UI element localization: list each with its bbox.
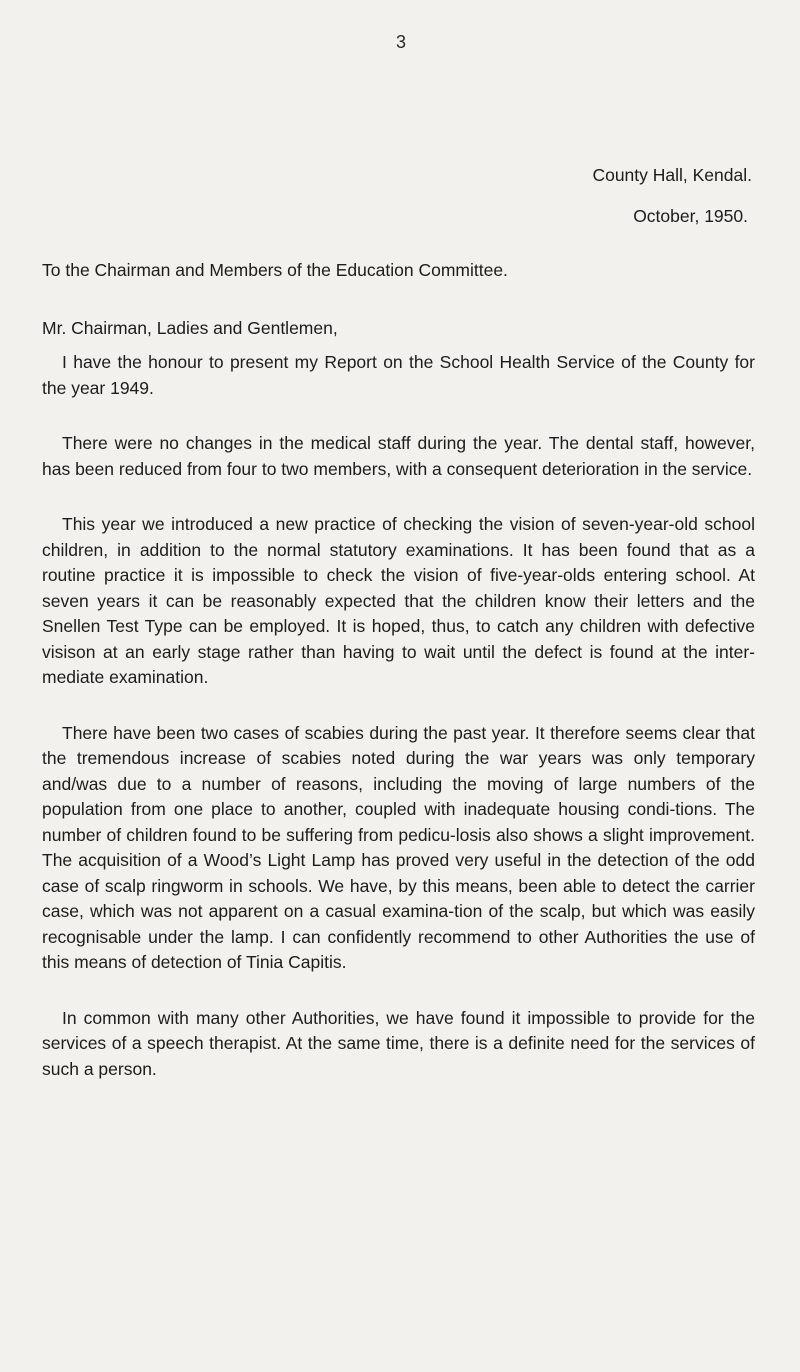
salutation: Mr. Chairman, Ladies and Gentlemen, <box>42 317 338 338</box>
letter-body <box>42 258 755 1112</box>
addressee: To the Chairman and Members of the Education Committee. <box>42 260 508 280</box>
paragraph-report-intro: I have the honour to present my Report on the School Health Service of the County for the year 1949. <box>42 352 755 398</box>
letterhead-date: October, 1950. <box>633 206 748 226</box>
paragraph-staff-changes: There were no changes in the medical staff during the year. The dental staff, however, has been reduced from four to two members, with a consequent deterioration in the service. <box>42 433 755 479</box>
page-number: 3 <box>395 32 406 52</box>
paragraph-vision-checks: This year we introduced a new practice of checking the vision of seven-year-old school children, in addition to the normal statutory examinations. It has been found that as a routine practice it is impossible to check the vision of five-year-olds entering school. At seven years it can be reasonably expected that the children know their letters and the Snellen Test Type can be employed. It is hoped, thus, to catch any children with defective visison at an early stage rather than having to wait until the defect is found at the inter-mediate examination. <box>42 514 755 687</box>
paragraph-scabies-ringworm: There have been two cases of scabies during the past year. It therefore seems clear that the tremendous increase of scabies noted during the war years was only temporary and/was due to a number of reasons, including the moving of large numbers of the population from one place to another, coupled with inadequate housing condi-tions. The number of children found to be suffering from pedicu-losis also shows a slight improvement. The acquisition of a Wood’s Light Lamp has proved very useful in the detection of the odd case of scalp ringworm in schools. We have, by this means, been able to detect the carrier case, which was not apparent on a casual examina-tion of the scalp, but which was easily recognisable under the lamp. I can confidently recommend to other Authorities the use of this means of detection of Tinia Capitis. <box>42 722 755 972</box>
letterhead-place: County Hall, Kendal. <box>592 165 752 185</box>
paragraph-speech-therapist: In common with many other Authorities, we have found it impossible to provide for the services of a speech therapist. At the same time, there is a definite need for the services of such a person. <box>42 1007 755 1079</box>
letterhead <box>0 155 752 237</box>
